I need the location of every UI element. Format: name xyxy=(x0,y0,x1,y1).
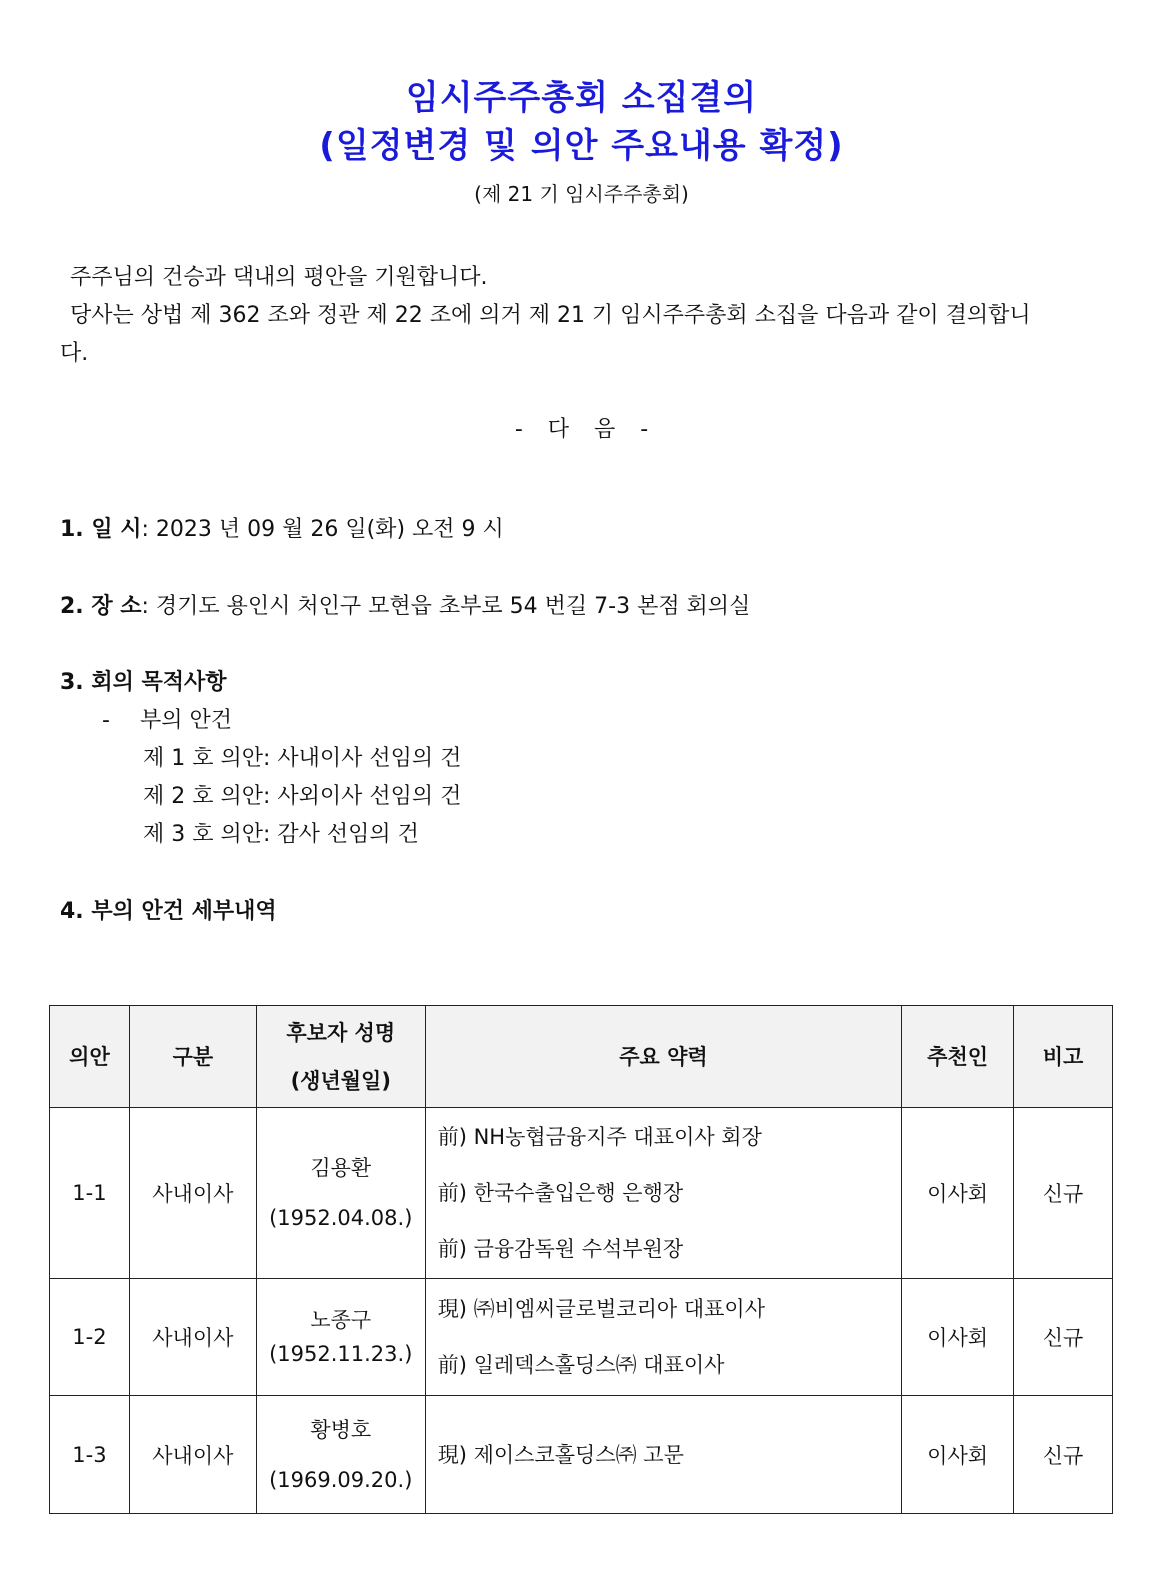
cell-career xyxy=(425,1279,901,1396)
cell-agenda: 1-1 xyxy=(50,1108,130,1279)
candidate-birth: (1969.09.20.) xyxy=(269,1467,413,1492)
header-category: 구분 xyxy=(129,1006,256,1108)
meeting-date-value: : 2023 년 09 월 26 일(화) 오전 9 시 xyxy=(141,517,504,542)
cell-note: 신규 xyxy=(1014,1396,1113,1514)
meeting-purpose-label: 3. 회의 목적사항 xyxy=(60,670,227,695)
greeting-line: 주주님의 건승과 댁내의 평안을 기원합니다. xyxy=(70,265,488,290)
table-row xyxy=(50,1396,1113,1514)
agenda-item: 제 2 호 의안: 사외이사 선임의 건 xyxy=(143,784,462,809)
header-candidate-name: 후보자 성명 xyxy=(286,1020,396,1045)
meeting-date xyxy=(60,511,504,549)
meeting-session-label: (제 21 기 임시주주총회) xyxy=(474,182,689,206)
career-entry: 現) 제이스코홀딩스㈜ 고문 xyxy=(437,1442,684,1467)
resolution-statement-end: 다. xyxy=(60,341,89,366)
cell-agenda: 1-2 xyxy=(50,1279,130,1396)
cell-note: 신규 xyxy=(1014,1279,1113,1396)
table-header-row xyxy=(50,1006,1113,1108)
meeting-place-label: 2. 장 소 xyxy=(60,594,142,619)
candidate-birth: (1952.11.23.) xyxy=(269,1342,413,1366)
header-agenda: 의안 xyxy=(50,1006,130,1108)
document-subtitle-heading: (일정변경 및 의안 주요내용 확정) xyxy=(319,126,844,166)
cell-career xyxy=(425,1396,901,1514)
document-title: 임시주주총회 소집결의 xyxy=(405,78,758,118)
header-note: 비고 xyxy=(1014,1006,1113,1108)
candidate-name: 황병호 xyxy=(310,1417,372,1442)
meeting-place xyxy=(60,588,750,626)
candidate-table xyxy=(49,1005,1113,1514)
candidate-birth: (1952.04.08.) xyxy=(269,1206,413,1230)
cell-candidate xyxy=(256,1279,425,1396)
career-entry: 前) 일레덱스홀딩스㈜ 대표이사 xyxy=(437,1353,725,1377)
meeting-place-value: : 경기도 용인시 처인구 모현읍 초부로 54 번길 7-3 본점 회의실 xyxy=(141,594,751,619)
list-dash: - xyxy=(102,708,110,733)
cell-recommender: 이사회 xyxy=(902,1279,1014,1396)
career-entry: 現) ㈜비엠씨글로벌코리아 대표이사 xyxy=(437,1297,765,1321)
header-career: 주요 약력 xyxy=(425,1006,901,1108)
cell-category: 사내이사 xyxy=(129,1396,256,1514)
cell-category: 사내이사 xyxy=(129,1108,256,1279)
table-row xyxy=(50,1279,1113,1396)
agenda-details-heading xyxy=(60,893,277,931)
section-separator: - 다 음 - xyxy=(514,417,649,442)
cell-candidate xyxy=(256,1108,425,1279)
agenda-item: 제 3 호 의안: 감사 선임의 건 xyxy=(143,822,419,847)
cell-agenda: 1-3 xyxy=(50,1396,130,1514)
candidate-name: 노종구 xyxy=(310,1308,372,1332)
career-entry: 前) 한국수출입은행 은행장 xyxy=(437,1181,684,1205)
header-candidate xyxy=(256,1006,425,1108)
agenda-subheading: 부의 안건 xyxy=(140,708,233,733)
cell-recommender: 이사회 xyxy=(902,1396,1014,1514)
cell-category: 사내이사 xyxy=(129,1279,256,1396)
cell-career xyxy=(425,1108,901,1279)
career-entry: 前) NH농협금융지주 대표이사 회장 xyxy=(437,1125,762,1149)
agenda-item: 제 1 호 의안: 사내이사 선임의 건 xyxy=(143,746,462,771)
cell-note: 신규 xyxy=(1014,1108,1113,1279)
header-candidate-birth: (생년월일) xyxy=(290,1068,391,1093)
cell-candidate xyxy=(256,1396,425,1514)
career-entry: 前) 금융감독원 수석부원장 xyxy=(437,1237,684,1261)
table-row xyxy=(50,1108,1113,1279)
resolution-statement: 당사는 상법 제 362 조와 정관 제 22 조에 의거 제 21 기 임시주주총회 소집을 다음과 같이 결의합니 xyxy=(70,303,1031,328)
header-recommender: 추천인 xyxy=(902,1006,1014,1108)
candidate-name: 김용환 xyxy=(310,1156,372,1180)
agenda-details-label: 4. 부의 안건 세부내역 xyxy=(60,899,277,924)
meeting-purpose-heading xyxy=(60,664,227,702)
cell-recommender: 이사회 xyxy=(902,1108,1014,1279)
meeting-date-label: 1. 일 시 xyxy=(60,517,142,542)
